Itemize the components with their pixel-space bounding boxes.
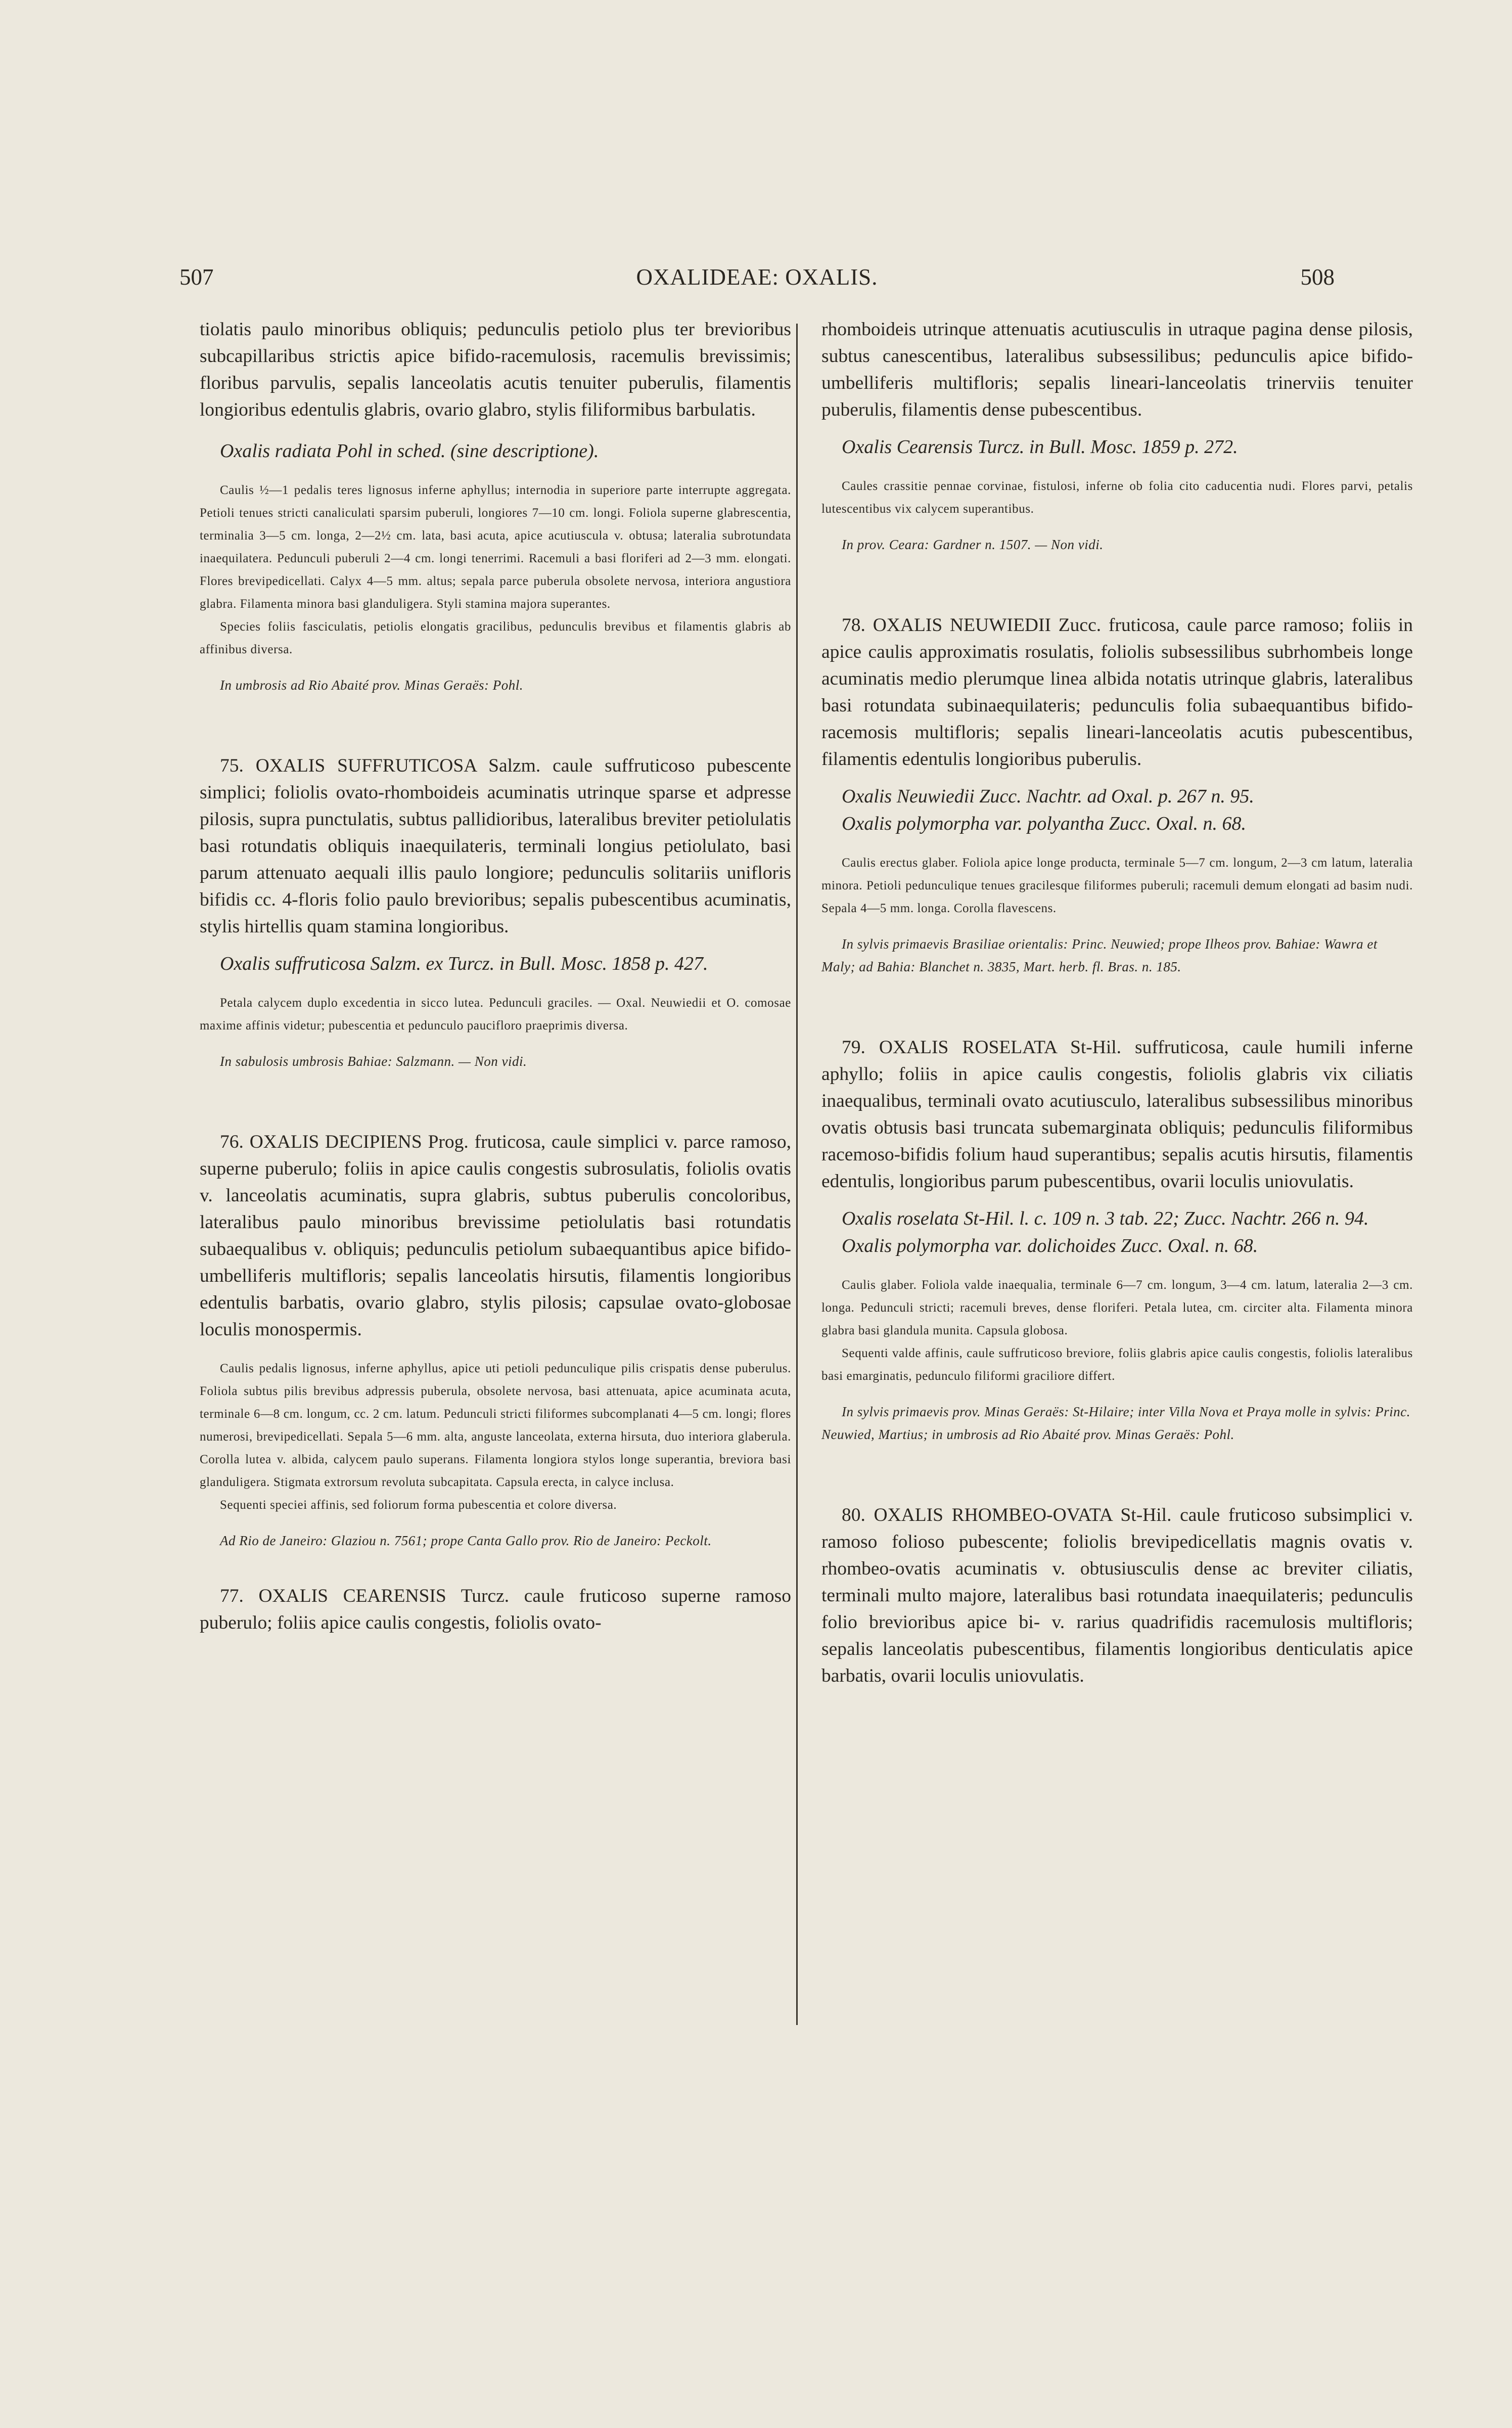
description-paragraph: Caulis glaber. Foliola valde inaequalia, terminale 6—7 cm. longum, 3—4 cm. latum, lateralia 2—3 cm. longa. Pedunculi stricti; racemuli breves, dense floriferi. Petala lutea, cm. circiter alta. Filamenta minora glabra basi glandula munita. Capsula globosa. — [821, 1278, 1413, 1337]
page-number-right: 508 — [1300, 264, 1335, 290]
synonym-citation: Oxalis polymorpha var. dolichoides Zucc. Oxal. n. 68. — [842, 1235, 1258, 1256]
description-paragraph: Petala calycem duplo excedentia in sicco lutea. Pedunculi graciles. — Oxal. Neuwiedii et O. comosae maxime affinis videtur; pubescentia et pedunculo paucifloro praeprimis diversa. — [200, 996, 791, 1032]
description-paragraph: Caules crassitie pennae corvinae, fistulosi, inferne ob folia cito caducentia nudi. Flores parvi, petalis lutescentibus vix calycem superantibus. — [821, 479, 1413, 516]
species-entry-80: 80. OXALIS RHOMBEO-OVATA St-Hil. caule fruticoso subsimplici v. ramoso folioso pubescente; foliolis brevipedicellatis magnis ovatis v. rhombeo-ovatis acuminatis v. obtusiusculis dense ac breviter ciliatis, terminali multo majore, lateralibus basi rotundata inaequilateris; pedunculis folio brevioribus apice bi- v. rarius quadrifidis racemulosis multifloris; sepalis lanceolatis pubescentibus, filamentis longioribus denticulatis apice barbatis, ovarii loculis uniovulatis. — [821, 1505, 1413, 1686]
synonym-citation: Oxalis Cearensis Turcz. in Bull. Mosc. 1859 p. 272. — [842, 436, 1238, 458]
locality-line: In sylvis primaevis prov. Minas Geraës: St-Hilaire; inter Villa Nova et Praya molle in sylvis: Princ. Neuwied, Martius; in umbrosis ad Rio Abaité prov. Minas Geraës: Pohl. — [821, 1404, 1411, 1442]
species-entry-75: 75. OXALIS SUFFRUTICOSA Salzm. caule suffruticoso pubescente simplici; foliolis ovato-rhomboideis acuminatis utrinque sparse et adpresse pilosis, supra punctulatis, subtus pallidioribus, lateralibus breviter petiolulatis basi rotundatis obliquis inaequilateris, terminali longius petiolulato, basi parum attenuato aequali illis paulo longiore; pedunculis solitariis unifloris bifidis cc. 4-floris folio paulo brevioribus; sepalis pubescentibus acuminatis, stylis hirtellis quam stamina longioribus. — [200, 755, 791, 937]
locality-line: Ad Rio de Janeiro: Glaziou n. 7561; prope Canta Gallo prov. Rio de Janeiro: Peckolt. — [220, 1533, 712, 1548]
running-title: OXALIDEAE: OXALIS. — [636, 264, 878, 290]
locality-line: In sylvis primaevis Brasiliae orientalis: Princ. Neuwied; prope Ilheos prov. Bahiae: Wawra et Maly; ad Bahia: Blanchet n. 3835, Mart. herb. fl. Bras. n. 185. — [821, 936, 1378, 974]
continued-diagnosis: tiolatis paulo minoribus obliquis; pedunculis petiolo plus ter brevioribus subcapillaribus strictis apice bifido-racemulosis, racemulis brevissimis; floribus parvulis, sepalis lanceolatis acutis tenuiter puberulis, filamentis longioribus edentulis glabris, ovario glabro, stylis filiformibus barbulatis. — [200, 319, 791, 420]
species-entry-76: 76. OXALIS DECIPIENS Prog. fruticosa, caule simplici v. parce ramoso, superne puberulo; foliis in apice caulis congestis subrosulatis, foliolis ovatis v. lanceolatis acuminatis, supra glabris, subtus puberulis concoloribus, lateralibus paulo minoribus brevissime petiolulatis basi rotundatis subaequalibus v. obliquis; pedunculis petiolum subaequantibus apice bifido-umbelliferis multifloris; sepalis lanceolatis hirsutis, filamentis longioribus edentulis barbatis, ovario glabro, stylis pilosis; capsulae ovato-globosae loculis monospermis. — [200, 1132, 791, 1340]
page-number-left: 507 — [179, 264, 214, 290]
locality-line: In sabulosis umbrosis Bahiae: Salzmann. — Non vidi. — [220, 1054, 527, 1069]
left-column — [200, 316, 791, 1636]
description-paragraph: Caulis ½—1 pedalis teres lignosus inferne aphyllus; internodia in superiore parte interrupte aggregata. Petioli tenues stricti canaliculati sparsim puberuli, longiores 7—10 cm. longi. Foliola superne glabrescentia, terminalia 3—5 cm. longa, 2—2½ cm. lata, basi acuta, apice acutiuscula v. obtusa; lateralia subrotundata inaequilatera. Pedunculi puberuli 2—4 cm. longi tenerrimi. Racemuli a basi floriferi ad 2—3 mm. elongati. Flores brevipedicellati. Calyx 4—5 mm. altus; sepala parce puberula obsolete nervosa, interiora angustiora glabra. Filamenta minora basi glanduligera. Styli stamina majora superantes. — [200, 483, 791, 611]
description-paragraph: Sequenti valde affinis, caule suffruticoso breviore, foliis glabris apice caulis congestis, foliolis lateralibus basi emarginatis, pedunculo filiformi graciliore differt. — [821, 1346, 1413, 1383]
species-entry-79: 79. OXALIS ROSELATA St-Hil. suffruticosa, caule humili inferne aphyllo; foliis in apice caulis congestis, foliolis glabris vix ciliatis inaequalibus, terminali ovato acutiusculo, lateralibus subsessilibus minoribus ovatis obtusis basi truncata subemarginata obliquis; pedunculis filiformibus racemoso-bifidis folium haud superantibus; sepalis acutis hirsutis, filamentis edentulis, longioribus parum pubescentibus, ovarii loculis uniovulatis. — [821, 1037, 1413, 1192]
description-paragraph: Caulis erectus glaber. Foliola apice longe producta, terminale 5—7 cm. longum, 2—3 cm latum, lateralia minora. Petioli pedunculique tenues gracilesque filiformes puberuli; racemuli demum elongati ad basim nudi. Sepala 4—5 mm. longa. Corolla flavescens. — [821, 856, 1413, 915]
locality-line: In prov. Ceara: Gardner n. 1507. — Non vidi. — [842, 537, 1104, 552]
continued-diagnosis: rhomboideis utrinque attenuatis acutiusculis in utraque pagina dense pilosis, subtus canescentibus, lateralibus subsessilibus; pedunculis apice bifido-umbelliferis multifloris; sepalis lineari-lanceolatis trinerviis tenuiter puberulis, filamentis dense pubescentibus. — [821, 319, 1413, 420]
synonym-citation: Oxalis roselata St-Hil. l. c. 109 n. 3 tab. 22; Zucc. Nachtr. 266 n. 94. — [842, 1208, 1369, 1229]
synonym-citation: Oxalis radiata Pohl in sched. (sine descriptione). — [220, 440, 599, 462]
species-entry-77: 77. OXALIS CEARENSIS Turcz. caule fruticoso superne ramoso puberulo; foliis apice caulis congestis, foliolis ovato- — [200, 1586, 791, 1633]
description-paragraph: Sequenti speciei affinis, sed foliorum forma pubescentia et colore diversa. — [220, 1498, 617, 1512]
page-header — [179, 264, 1335, 299]
column-divider — [796, 324, 798, 2025]
description-paragraph: Species foliis fasciculatis, petiolis elongatis gracilibus, pedunculis brevibus et filamentis glabris ab affinibus diversa. — [200, 620, 791, 656]
synonym-citation: Oxalis suffruticosa Salzm. ex Turcz. in Bull. Mosc. 1858 p. 427. — [220, 953, 708, 974]
synonym-citation: Oxalis polymorpha var. polyantha Zucc. Oxal. n. 68. — [842, 813, 1247, 834]
right-column — [821, 316, 1413, 1689]
synonym-citation: Oxalis Neuwiedii Zucc. Nachtr. ad Oxal. p. 267 n. 95. — [842, 786, 1254, 807]
description-paragraph: Caulis pedalis lignosus, inferne aphyllus, apice uti petioli pedunculique pilis crispatis dense puberulus. Foliola subtus pilis brevibus adpressis puberula, obsolete nervosa, basi attenuata, apice acuminata acuta, terminale 6—8 cm. longum, cc. 2 cm. latum. Pedunculi stricti filiformes subcomplanati 4—5 cm. longi; flores numerosi, brevipedicellati. Sepala 5—6 mm. alta, anguste lanceolata, externa hirsuta, duo interiora glaberula. Corolla lutea v. albida, calycem paulo superans. Filamenta longiora stylos longe superantia, breviora basi glanduligera. Stigmata extrorsum revoluta subcapitata. Capsula erecta, in calyce inclusa. — [200, 1362, 791, 1489]
locality-line: In umbrosis ad Rio Abaité prov. Minas Geraës: Pohl. — [220, 678, 523, 693]
species-entry-78: 78. OXALIS NEUWIEDII Zucc. fruticosa, caule parce ramoso; foliis in apice caulis approximatis rosulatis, foliolis subsessilibus subrhombeis longe acuminatis medio plerumque linea albida notatis utrinque glabris, lateralibus basi rotundata subinaequilateris; pedunculis folia subaequantibus bifido-racemosis multifloris; sepalis lineari-lanceolatis acutis pubescentibus, filamentis edentulis longioribus puberulis. — [821, 615, 1413, 770]
